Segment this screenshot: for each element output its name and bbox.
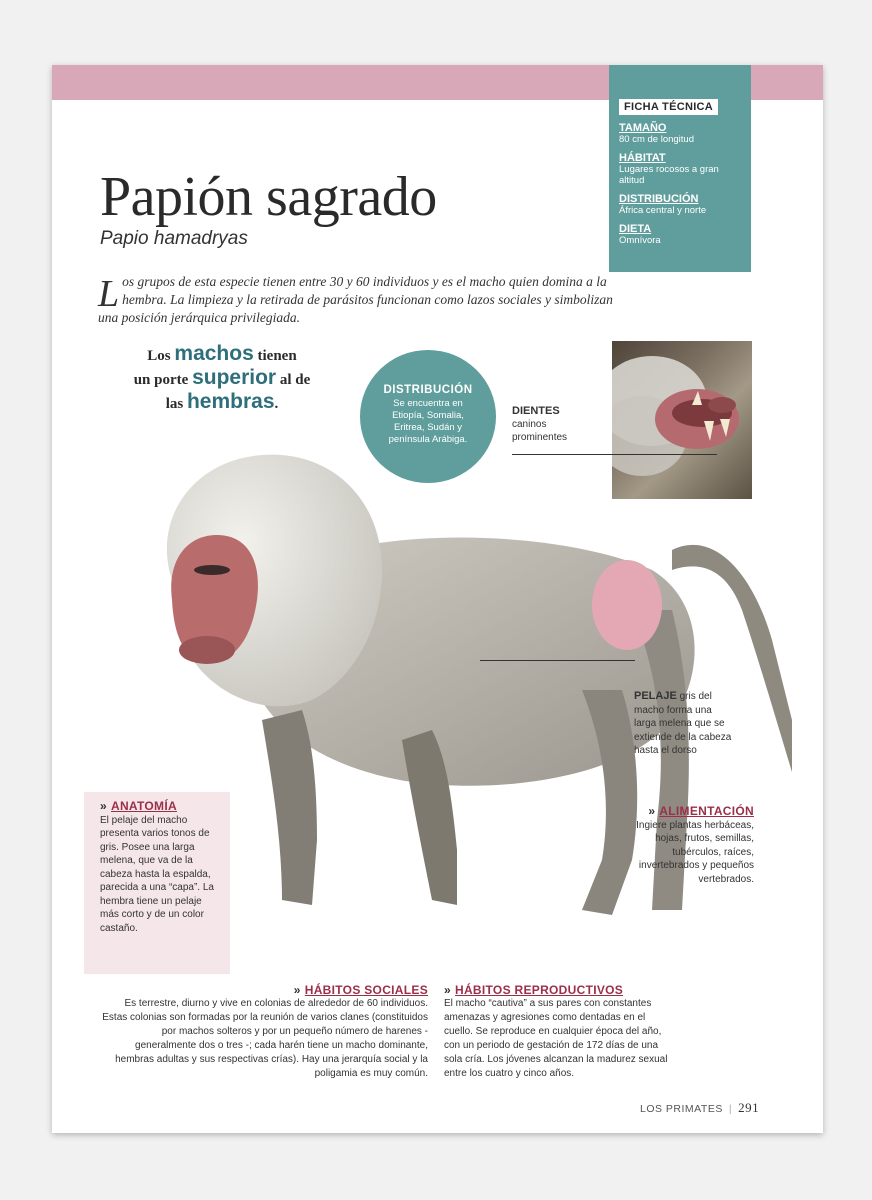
callout-word: . xyxy=(274,396,279,412)
scientific-name: Papio hamadryas xyxy=(100,228,248,249)
distribucion-title: DISTRIBUCIÓN xyxy=(383,384,473,396)
intro-paragraph xyxy=(98,273,618,327)
alimentacion-section xyxy=(612,805,754,886)
anatomia-text: El pelaje del macho presenta varios tonos de gris. Posee una larga melena, que va de la cabeza hasta la espalda, parecida a una “capa”. La hembra tiene un pelaje más corto y de un color castaño. xyxy=(100,814,214,934)
dientes-line1: caninos xyxy=(512,419,547,430)
page xyxy=(52,65,823,1133)
ficha-value: Omnívora xyxy=(619,235,661,246)
drop-cap: L xyxy=(98,273,120,315)
footer-separator: | xyxy=(728,1103,733,1115)
pelaje-label xyxy=(634,690,734,758)
chevron-icon: » xyxy=(648,804,656,818)
page-title: Papión sagrado xyxy=(100,166,437,228)
alimentacion-heading xyxy=(612,805,754,819)
alimentacion-title: ALIMENTACIÓN xyxy=(659,804,754,818)
ficha-value: 80 cm de longitud xyxy=(619,134,694,145)
ficha-label: HÁBITAT xyxy=(619,152,666,164)
distribucion-text: Se encuentra en Etiopía, Somalia, Eritrea, Sudán y península Arábiga. xyxy=(388,398,468,445)
pelaje-leader-line xyxy=(480,660,635,661)
callout-highlight: hembras xyxy=(186,390,275,413)
alimentacion-text: Ingiere plantas herbáceas, hojas, frutos, semillas, tubérculos, raíces, invertebrados y pequeños vertebrados. xyxy=(636,819,754,885)
callout-word: al de xyxy=(279,372,311,388)
habitos-sociales-section xyxy=(102,983,428,1081)
ficha-item-dieta xyxy=(619,224,741,246)
habitos-sociales-title: HÁBITOS SOCIALES xyxy=(304,983,428,997)
habitos-sociales-text: Es terrestre, diurno y vive en colonias de alrededor de 60 individuos. Estas colonias son formadas por la reunión de varios clanes (constituidos por machos solteros y por un pequeño número de harenes - generalmente dos o tres -; cada harén tiene un macho dominante, hembras adultas y sus respectivas crías). Hay una jerarquía social y la poligamia es muy común. xyxy=(102,998,428,1079)
callout-word: tienen xyxy=(257,348,297,364)
habitos-reproductivos-section xyxy=(444,983,676,1081)
ficha-tecnica xyxy=(609,65,751,272)
callout-word: un porte xyxy=(133,372,189,388)
habitos-sociales-heading xyxy=(102,983,428,997)
ficha-item-distribucion xyxy=(619,194,741,216)
footer-section: LOS PRIMATES xyxy=(640,1103,723,1115)
ficha-label: DIETA xyxy=(619,223,652,235)
ficha-label: DISTRIBUCIÓN xyxy=(619,193,699,205)
pelaje-title: PELAJE xyxy=(634,690,677,702)
callout-word: Los xyxy=(147,348,171,364)
chevron-icon: » xyxy=(444,983,451,997)
anatomia-title: ANATOMÍA xyxy=(110,799,177,813)
dientes-title: DIENTES xyxy=(512,405,560,417)
anatomia-heading xyxy=(100,800,222,814)
habitos-reproductivos-heading xyxy=(444,983,676,997)
anatomia-box xyxy=(84,792,230,974)
intro-text: os grupos de esta especie tienen entre 30 y 60 individuos y es el macho quien domina a la hembra. La limpieza y la retirada de parásitos funcionan como lazos sociales y simbolizan una posición jerárquica privilegiada. xyxy=(98,274,613,325)
page-footer xyxy=(640,1100,759,1116)
callout-highlight: superior xyxy=(192,366,277,389)
ficha-item-habitat xyxy=(619,153,741,186)
ficha-label: TAMAÑO xyxy=(619,122,667,134)
callout-word: las xyxy=(165,396,184,412)
habitos-reproductivos-text: El macho “cautiva” a sus pares con constantes amenazas y agresiones como dentadas en el cuello. Se reproduce en cualquier época del año, con un periodo de gestación de 172 días de una sola cría. Los jóvenes alcanzan la madurez sexual entre los cuatro y cinco años. xyxy=(444,998,668,1079)
dientes-line2: prominentes xyxy=(512,432,568,443)
dientes-label xyxy=(512,405,567,444)
ficha-title: FICHA TÉCNICA xyxy=(619,99,718,115)
page-number: 291 xyxy=(738,1100,760,1115)
callout-highlight: machos xyxy=(174,342,254,365)
ficha-item-tamano xyxy=(619,123,741,145)
chevron-icon: » xyxy=(293,983,301,997)
ficha-value: Lugares rocosos a gran altitud xyxy=(619,164,719,186)
pelaje-text: gris del macho forma una larga melena que se extiende de la cabeza hasta el dorso xyxy=(634,691,732,756)
chevron-icon: » xyxy=(100,799,107,813)
habitos-reproductivos-title: HÁBITOS REPRODUCTIVOS xyxy=(454,983,624,997)
callout-quote xyxy=(122,343,322,415)
ficha-value: África central y norte xyxy=(619,205,707,216)
